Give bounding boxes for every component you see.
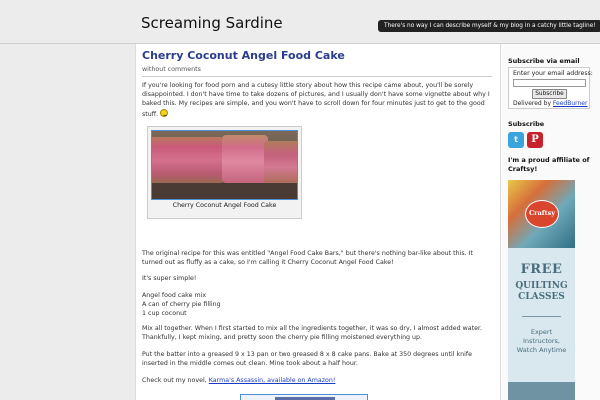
novel-prefix: Check out my novel, [142,377,209,384]
intro-paragraph [142,81,492,119]
paragraph-bake: Put the batter into a greased 9 x 13 pan or two greased 8 x 8 cake pans. Bake at 350 degrees until knife inserted in the middle comes out clean. Mine took about a half hour. [142,351,472,368]
ad-sub-line: Expert [530,328,553,336]
ad-quilting-text: QUILTING [515,281,568,291]
ingredient-item: 1 cup coconut [142,310,187,318]
ad-cta-button[interactable] [508,382,575,400]
pinterest-icon[interactable]: P [527,132,543,148]
ad-subtext [508,328,575,355]
ad-sub-line: Instructors, [523,337,560,345]
site-header [0,0,600,44]
figure-caption: Cherry Coconut Angel Food Cake [172,202,277,209]
email-input[interactable] [513,79,586,87]
email-label: Enter your email address: [513,70,593,77]
ingredient-list [142,291,492,319]
paragraph-novel [142,376,492,385]
affiliate-title: I'm a proud affiliate of Craftsy! [508,156,590,173]
subscribe-button[interactable]: Subscribe [532,89,567,99]
twitter-icon[interactable]: t [508,132,524,148]
smiley-icon [160,109,168,117]
paragraph-super-simple: It's super simple! [142,275,197,282]
embedded-widget[interactable] [240,394,368,400]
sidebar [500,44,600,400]
feedburner-link[interactable]: FeedBurner [552,100,588,107]
ad-headline [508,281,575,302]
intro-text: If you're looking for food porn and a cutesy little story about how this recipe came about, you'll be sorely disappointed. I don't have time to take dozens of pictures, and I usually don't have some vignette about why I baked this. My recipes are simple, and you won't have to scroll down for four minutes just to get to the good stuff. [142,82,490,118]
subscribe-title: Subscribe [508,120,545,128]
ingredient-item: A can of cherry pie filling [142,301,221,309]
ad-classes-text: CLASSES [518,291,565,302]
paragraph-original-recipe: The original recipe for this was entitled "Angel Food Cake Bars," but there's nothing bar-like about this. It turned out as fluffy as a cake, so I'm calling it Cherry Coconut Angel Food Cake! [142,250,473,267]
delivered-prefix: Delivered by [513,100,553,107]
page-body [135,44,600,400]
post-title[interactable]: Cherry Coconut Angel Food Cake [142,49,345,62]
ad-sewing-photo [508,180,575,248]
site-title[interactable]: Screaming Sardine [141,14,283,32]
craftsy-logo: Craftsy [525,200,559,228]
ingredient-item: Angel food cake mix [142,292,207,299]
ad-divider [522,316,561,317]
ad-sub-line: Watch Anytime [516,346,567,354]
novel-link[interactable]: Karma's Assassin, available on Amazon! [208,377,336,384]
subscribe-email-title: Subscribe via email [508,57,580,65]
post-figure [147,126,302,219]
cake-photo[interactable] [151,130,298,200]
delivered-by [513,100,587,107]
site-tagline: There's no way I can describe myself & my blog in a catchy little tagline! [378,20,600,32]
ad-free-text: FREE [520,262,563,277]
paragraph-mix: Mix all together. When I first started to mix all the ingredients together, it was so dry, I almost added water. Thankfully, I kept mixing, and pretty soon the cherry pie filling moistened everything up. [142,325,483,342]
post-meta: without comments [142,66,492,77]
craftsy-ad[interactable] [508,180,575,400]
email-subscribe-form [508,67,593,109]
